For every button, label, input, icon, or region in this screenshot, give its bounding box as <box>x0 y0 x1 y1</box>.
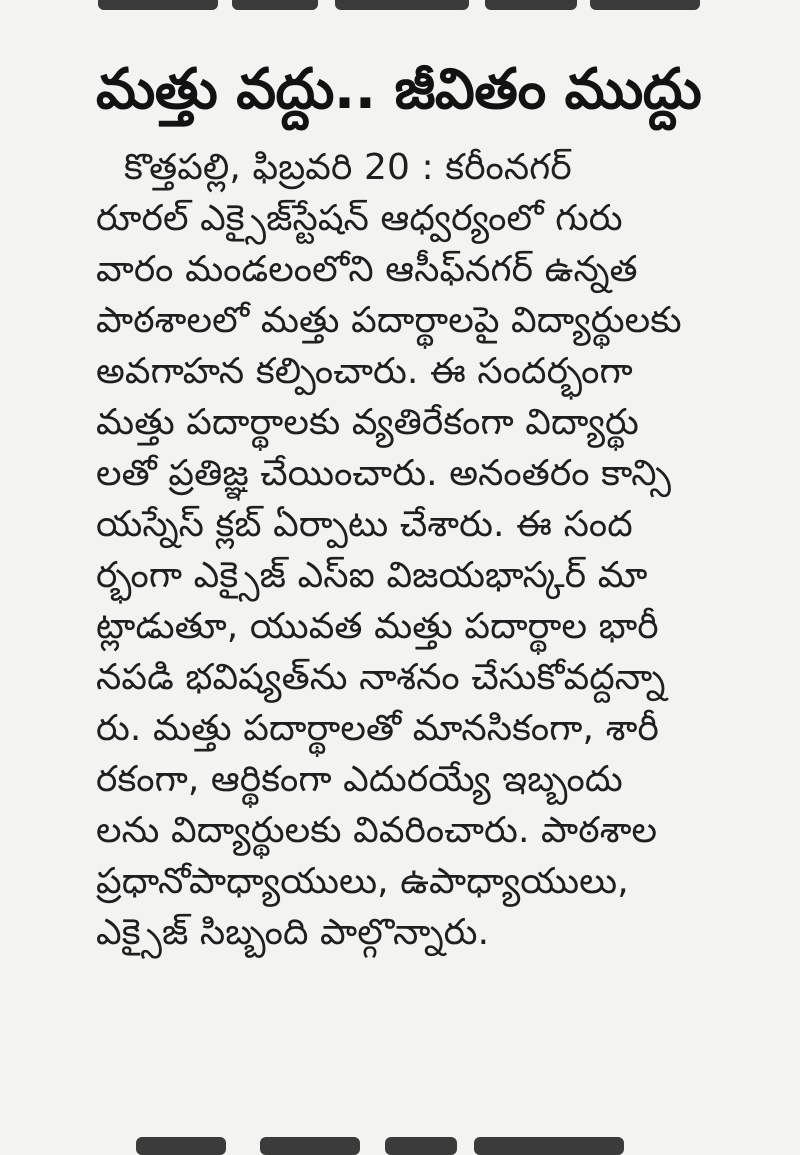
article-line: వారం మండలంలోని ఆసీఫ్‌నగర్ ఉన్నత <box>96 249 638 290</box>
article-line: ర్భంగా ఎక్సైజ్ ఎస్ఐ విజయభాస్కర్ మా <box>96 555 648 596</box>
cut-off-text-fragment <box>232 0 318 10</box>
article-line: ప్రధానోపాధ్యాయులు, ఉపాధ్యాయులు, <box>96 861 629 902</box>
cut-off-text-fragment <box>474 1137 624 1155</box>
next-article-cut-off-line <box>0 1125 800 1155</box>
article-line: ట్లాడుతూ, యువత మత్తు పదార్థాల భారీ <box>96 606 659 647</box>
article-line: రూరల్ ఎక్సైజ్‌స్టేషన్ ఆధ్వర్యంలో గురు <box>96 198 623 239</box>
article-body <box>96 142 736 958</box>
cut-off-text-fragment <box>136 1137 226 1155</box>
cut-off-text-fragment <box>98 0 218 10</box>
article-line: రు. మత్తు పదార్థాలతో మానసికంగా, శారీ <box>96 708 659 749</box>
article-line: మత్తు పదార్థాలకు వ్యతిరేకంగా విద్యార్థు <box>96 402 639 443</box>
article-line: రకంగా, ఆర్థికంగా ఎదురయ్యే ఇబ్బందు <box>96 759 623 800</box>
cut-off-text-fragment <box>385 1137 457 1155</box>
article-line: లను విద్యార్థులకు వివరించారు. పాఠశాల <box>96 810 658 851</box>
article-headline: మత్తు వద్దు.. జీవితం ముద్దు <box>96 57 702 122</box>
article-line: ఎక్సైజ్ సిబ్బంది పాల్గొన్నారు. <box>96 912 490 953</box>
article-line: నపడి భవిష్యత్‌ను నాశనం చేసుకోవద్దన్నా <box>96 657 666 698</box>
article-line: అవగాహన కల్పించారు. ఈ సందర్భంగా <box>96 351 633 392</box>
previous-article-cut-off-line <box>0 0 800 30</box>
cut-off-text-fragment <box>260 1137 360 1155</box>
article-line: కొత్తపల్లి, ఫిబ్రవరి 20 : కరీంనగర్ <box>124 147 572 188</box>
cut-off-text-fragment <box>335 0 469 10</box>
news-article <box>96 48 736 958</box>
cut-off-text-fragment <box>590 0 700 10</box>
article-line: లతో ప్రతిజ్ఞ చేయించారు. అనంతరం కాన్సి <box>96 453 672 494</box>
cut-off-text-fragment <box>485 0 577 10</box>
article-line: పాఠశాలలో మత్తు పదార్థాలపై విద్యార్థులకు <box>96 300 682 341</box>
article-line: యస్నేస్ క్లబ్ ఏర్పాటు చేశారు. ఈ సంద <box>96 504 633 545</box>
